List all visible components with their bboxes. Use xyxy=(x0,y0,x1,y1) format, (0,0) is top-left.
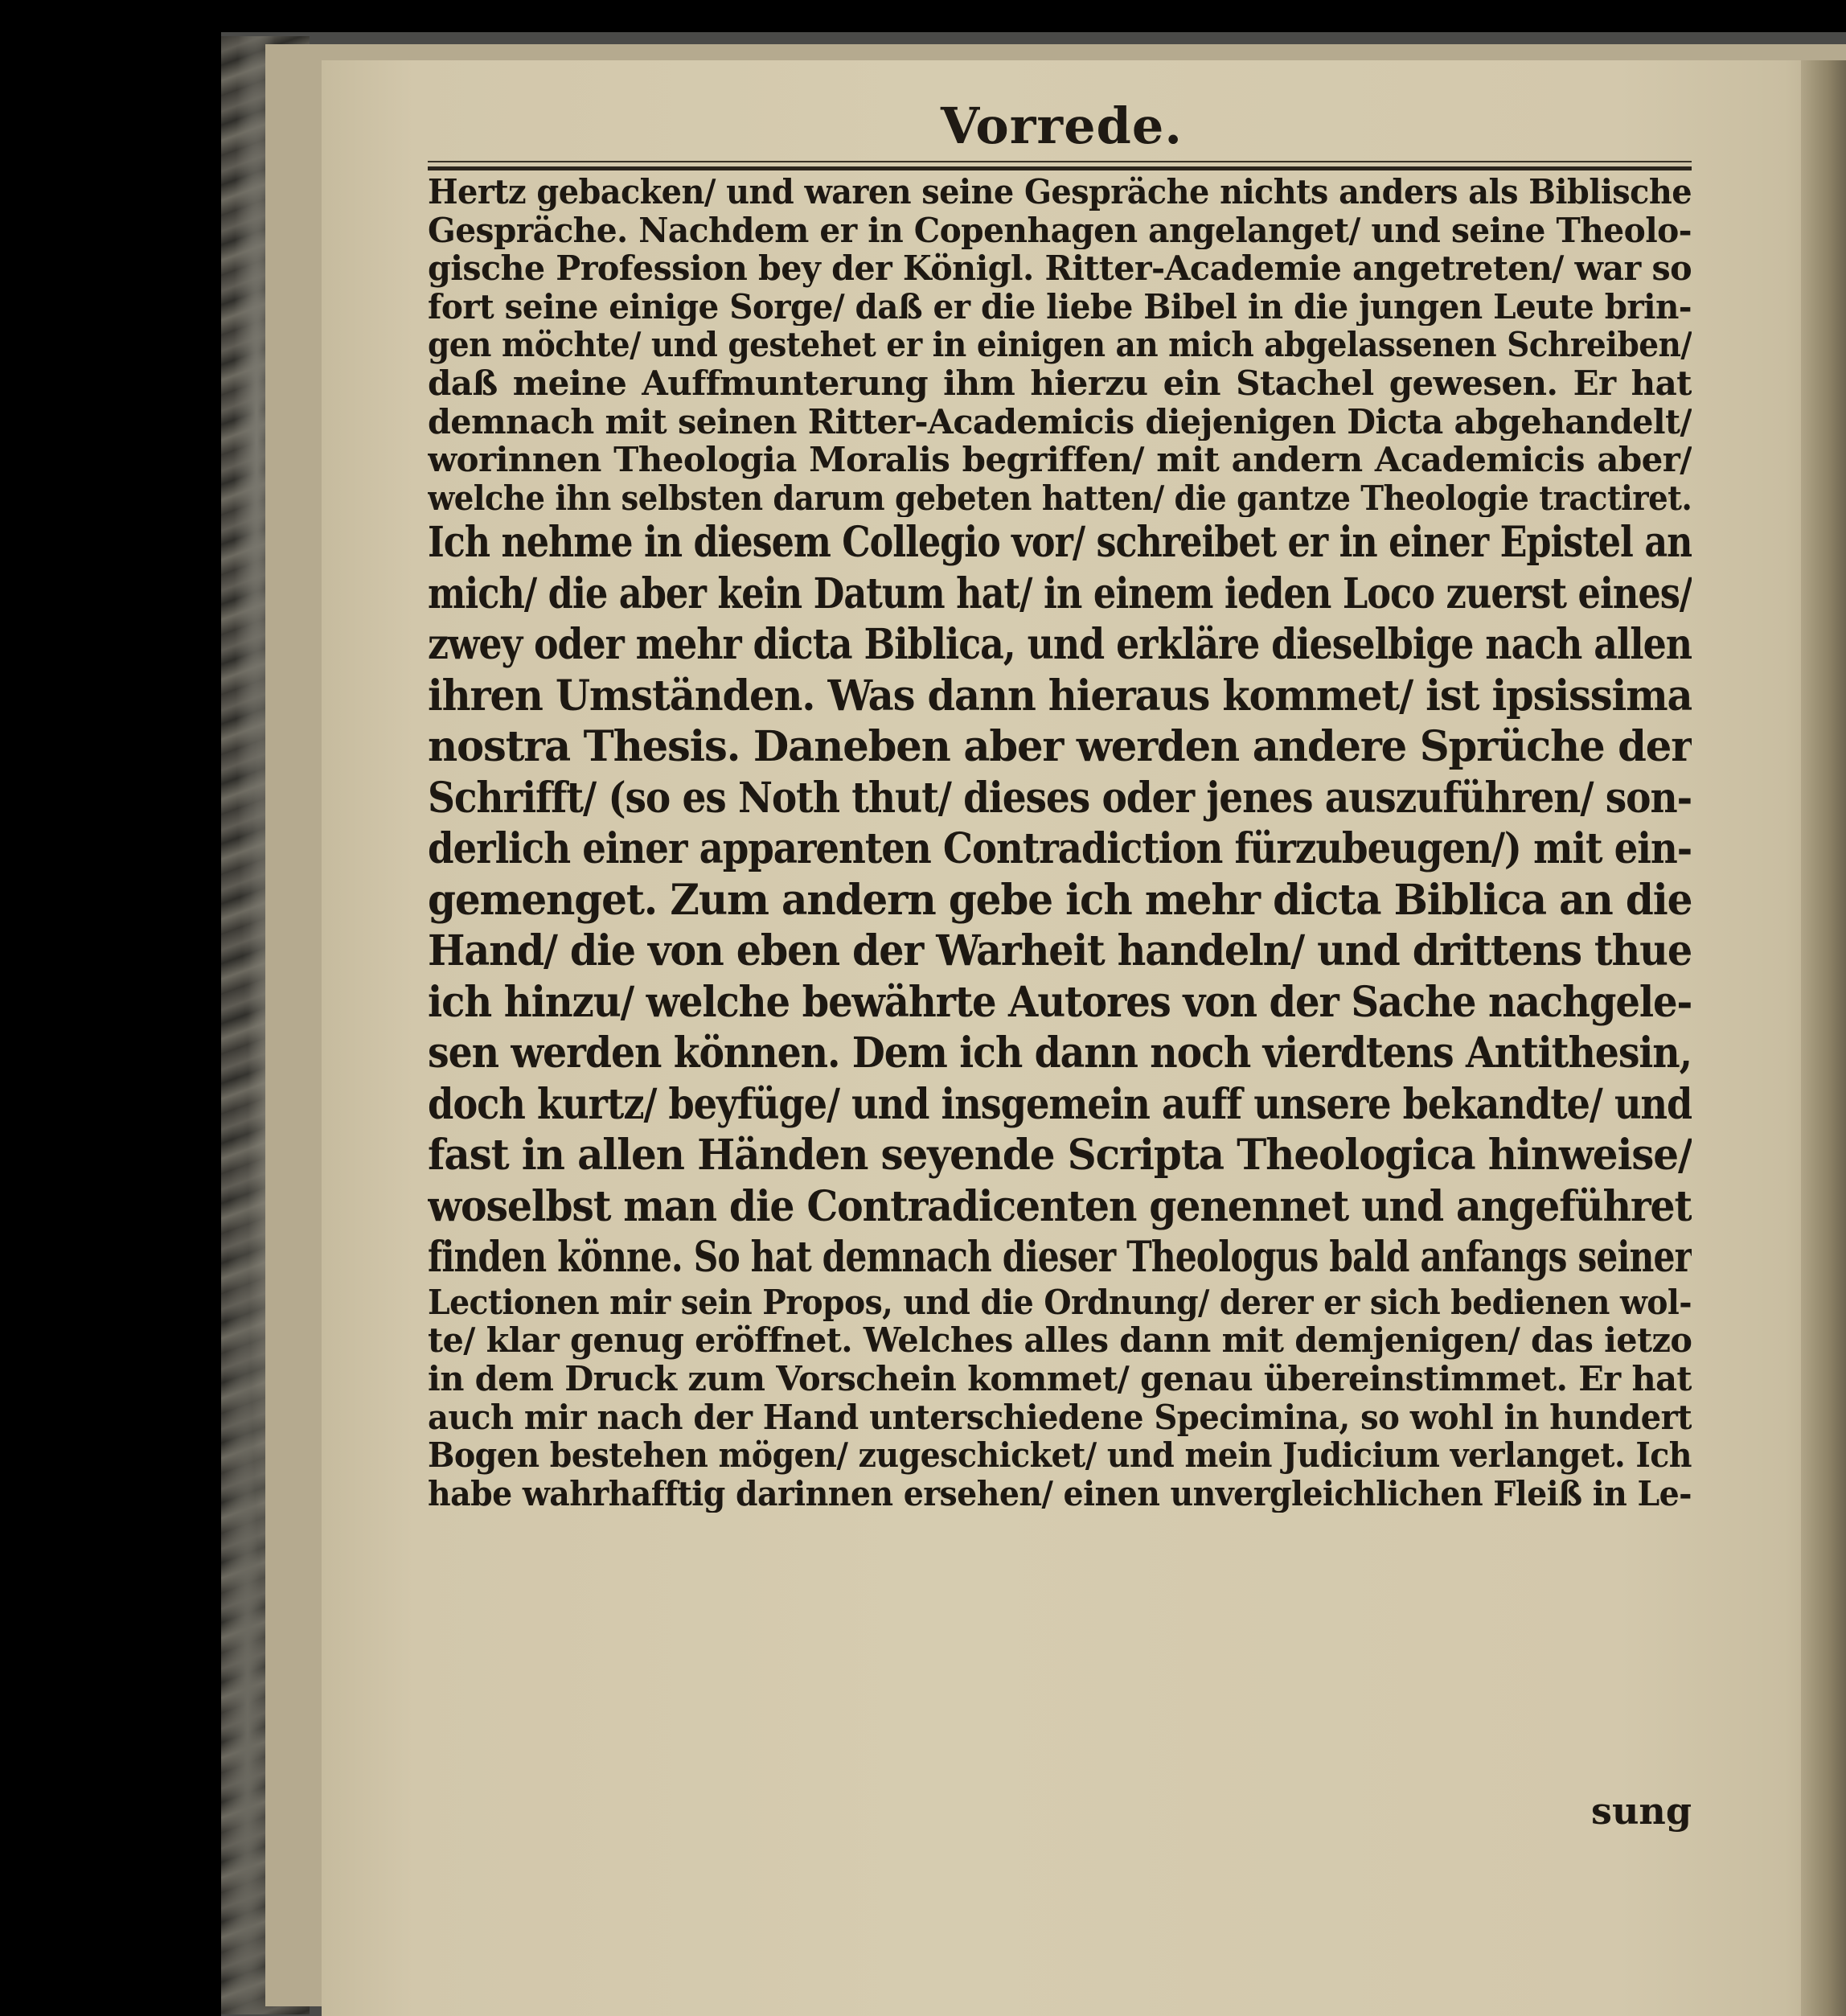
text-line: sen werden können. Dem ich dann noch vierdtens Antithesin, xyxy=(428,1029,1692,1078)
text-line: habe wahrhafftig darinnen ersehen/ einen unvergleichlichen Fleiß in Le- xyxy=(428,1474,1692,1513)
text-line: gen möchte/ und gestehet er in einigen an mich abgelassenen Schreiben/ xyxy=(428,326,1692,364)
text-line: Ich nehme in diesem Collegio vor/ schreibet er in einer Epistel an xyxy=(428,518,1692,568)
text-line: Schrifft/ (so es Noth thut/ dieses oder jenes auszuführen/ son- xyxy=(428,773,1692,823)
text-line: derlich einer apparenten Contradiction fürzubeugen/) mit ein- xyxy=(428,824,1692,874)
page-body-text xyxy=(428,173,1692,1513)
text-line: ich hinzu/ welche bewährte Autores von der Sache nachgele- xyxy=(428,977,1692,1027)
text-line: gische Profession bey der Königl. Ritter-Academie angetreten/ war so xyxy=(428,249,1692,288)
page-gutter xyxy=(1801,60,1846,2016)
text-line: auch mir nach der Hand unterschiedene Specimina, so wohl in hundert xyxy=(428,1398,1692,1437)
text-line: Gespräche. Nachdem er in Copenhagen angelanget/ und seine Theolo- xyxy=(428,211,1692,250)
text-line: Hand/ die von eben der Warheit handeln/ und drittens thue xyxy=(428,926,1692,976)
text-line: daß meine Auffmunterung ihm hierzu ein Stachel gewesen. Er hat xyxy=(428,363,1692,403)
text-line: Bogen bestehen mögen/ zugeschicket/ und mein Judicium verlanget. Ich xyxy=(428,1436,1692,1475)
text-line: ihren Umständen. Was dann hieraus kommet/ ist ipsissima xyxy=(428,671,1692,721)
text-line: nostra Thesis. Daneben aber werden andere Sprüche der xyxy=(428,722,1692,772)
running-header: Vorrede. xyxy=(941,96,1183,155)
header-rule-thin xyxy=(428,161,1692,162)
text-line: Hertz gebacken/ und waren seine Gespräche nichts anders als Biblische xyxy=(428,173,1692,211)
text-line: te/ klar genug eröffnet. Welches alles dann mit demjenigen/ das ietzo xyxy=(428,1321,1692,1361)
text-line: fast in allen Händen seyende Scripta Theologica hinweise/ xyxy=(428,1131,1692,1180)
text-line: gemenget. Zum andern gebe ich mehr dicta Biblica an die xyxy=(428,875,1692,925)
text-line: in dem Druck zum Vorschein kommet/ genau übereinstimmet. Er hat xyxy=(428,1360,1692,1398)
text-line: welche ihn selbsten darum gebeten hatten/ die gantze Theologie tractiret. xyxy=(428,478,1692,518)
text-line: doch kurtz/ beyfüge/ und insgemein auff unsere bekandte/ und xyxy=(428,1079,1692,1129)
text-line: fort seine einige Sorge/ daß er die liebe Bibel in die jungen Leute brin- xyxy=(428,287,1692,326)
text-line: mich/ die aber kein Datum hat/ in einem ieden Loco zuerst eines/ xyxy=(428,569,1692,618)
text-line: demnach mit seinen Ritter-Academicis diejenigen Dicta abgehandelt/ xyxy=(428,402,1692,441)
text-line: zwey oder mehr dicta Biblica, und erkläre dieselbige nach allen xyxy=(428,620,1692,670)
text-line: finden könne. So hat demnach dieser Theologus bald anfangs seiner xyxy=(428,1233,1692,1283)
text-line: worinnen Theologia Moralis begriffen/ mit andern Academicis aber/ xyxy=(428,441,1692,479)
catchword: sung xyxy=(1591,1789,1692,1833)
text-line: Lectionen mir sein Propos, und die Ordnung/ derer er sich bedienen wol- xyxy=(428,1283,1692,1322)
text-line: woselbst man die Contradicenten genennet und angeführet xyxy=(428,1181,1692,1231)
header-rule xyxy=(428,166,1692,170)
